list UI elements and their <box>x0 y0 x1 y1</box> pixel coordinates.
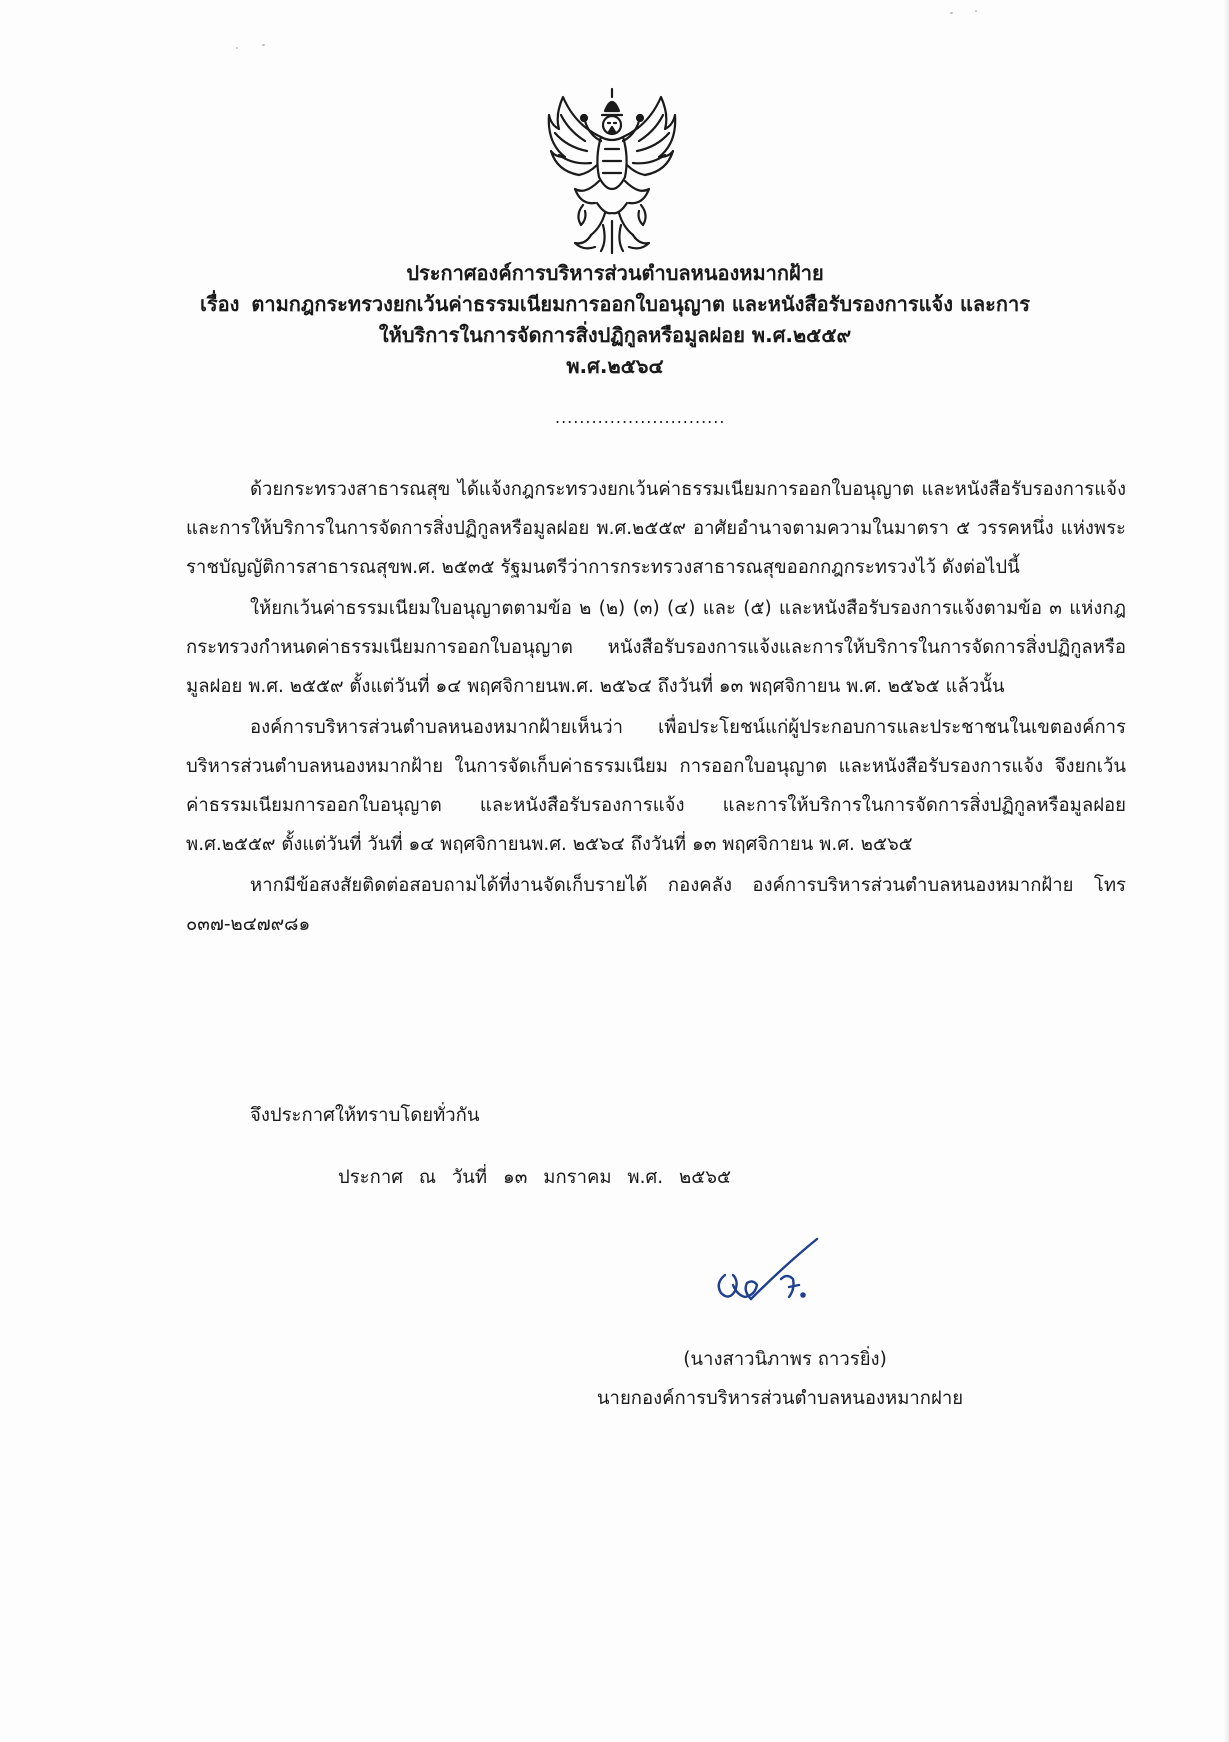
scan-speck <box>262 44 265 46</box>
paragraph-3: องค์การบริหารส่วนตำบลหนองหมากฝ้ายเห็นว่า เพื่อประโยชน์แก่ผู้ประกอบการและประชาชนในเขตองค์การบริหารส่วนตำบลหนองหมากฝ้าย ในการจัดเก็บค่าธรรมเนียม การออกใบอนุญาต และหนังสือรับรองการแจ้ง จึงยกเว้นค่าธรรมเนียมการออกใบอนุญาต และหนังสือรับรองการแจ้ง และการให้บริการในการจัดการสิ่งปฏิกูลหรือมูลฝอย พ.ศ.๒๕๕๙ ตั้งแต่วันที่ วันที่ ๑๔ พฤศจิกายนพ.ศ. ๒๕๖๔ ถึงวันที่ ๑๓ พฤศจิกายน พ.ศ. ๒๕๖๕ <box>186 717 1126 855</box>
announcement-title: ประกาศองค์การบริหารส่วนตำบลหนองหมากฝ้าย <box>406 261 824 285</box>
subject-line-1 <box>150 289 1080 320</box>
announcement-body <box>186 470 1126 946</box>
scan-speck <box>950 12 953 14</box>
paragraph-2: ให้ยกเว้นค่าธรรมเนียมใบอนุญาตตามข้อ ๒ (๒) (๓) (๔) และ (๕) และหนังสือรับรองการแจ้งตามข้อ ๓ แห่งกฎกระทรวงกำหนดค่าธรรมเนียมการออกใบอนุญาต หนังสือรับรองการแจ้งและการให้บริการในการจัดการสิ่งปฏิกูลหรือมูลฝอย พ.ศ. ๒๕๕๙ ตั้งแต่วันที่ ๑๔ พฤศจิกายนพ.ศ. ๒๕๖๔ ถึงวันที่ ๑๓ พฤศจิกายน พ.ศ. ๒๕๖๕ แล้วนั้น <box>186 598 1126 697</box>
scan-speck <box>975 10 977 12</box>
garuda-emblem-icon <box>545 85 680 255</box>
subject-text-1: ตามกฎกระทรวงยกเว้นค่าธรรมเนียมการออกใบอนุญาต และหนังสือรับรองการแจ้ง และการ <box>251 292 1030 316</box>
scan-edge-shadow <box>1223 0 1229 1742</box>
paragraph-4: หากมีข้อสงสัยติดต่อสอบถามได้ที่งานจัดเก็บรายได้ กองคลัง องค์การบริหารส่วนตำบลหนองหมากฝ้าย โทร ๐๓๗-๒๔๗๙๘๑ <box>186 875 1126 935</box>
signatory-name: (นางสาวนิภาพร ถาวรยิ่ง) <box>683 1349 887 1370</box>
signatory-position: นายกองค์การบริหารส่วนตำบลหนองหมากฝาย <box>596 1388 964 1409</box>
subject-label: เรื่อง <box>200 292 240 316</box>
closing-statement: จึงประกาศให้ทราบโดยทั่วกัน <box>250 1105 480 1126</box>
announcement-header <box>150 258 1080 382</box>
separator-dots: ............................ <box>555 408 726 427</box>
announcement-year: พ.ศ.๒๕๖๔ <box>566 354 664 378</box>
announcement-date: ประกาศ ณ วันที่ ๑๓ มกราคม พ.ศ. ๒๕๖๕ <box>338 1167 731 1188</box>
paragraph-1: ด้วยกระทรวงสาธารณสุข ได้แจ้งกฎกระทรวงยกเว้นค่าธรรมเนียมการออกใบอนุญาต และหนังสือรับรองการแจ้ง และการให้บริการในการจัดการสิ่งปฏิกูลหรือมูลฝอย พ.ศ.๒๕๕๙ อาศัยอำนาจตามความในมาตรา ๕ วรรคหนึ่ง แห่งพระราชบัญญัติการสาธารณสุขพ.ศ. ๒๕๓๕ รัฐมนตรีว่าการกระทรวงสาธารณสุขออกกฎกระทรวงไว้ ดังต่อไปนี้ <box>186 479 1126 578</box>
subject-line-2: ให้บริการในการจัดการสิ่งปฏิกูลหรือมูลฝอย พ.ศ.๒๕๕๙ <box>378 323 852 347</box>
scan-speck <box>236 47 238 49</box>
handwritten-signature <box>705 1235 845 1315</box>
